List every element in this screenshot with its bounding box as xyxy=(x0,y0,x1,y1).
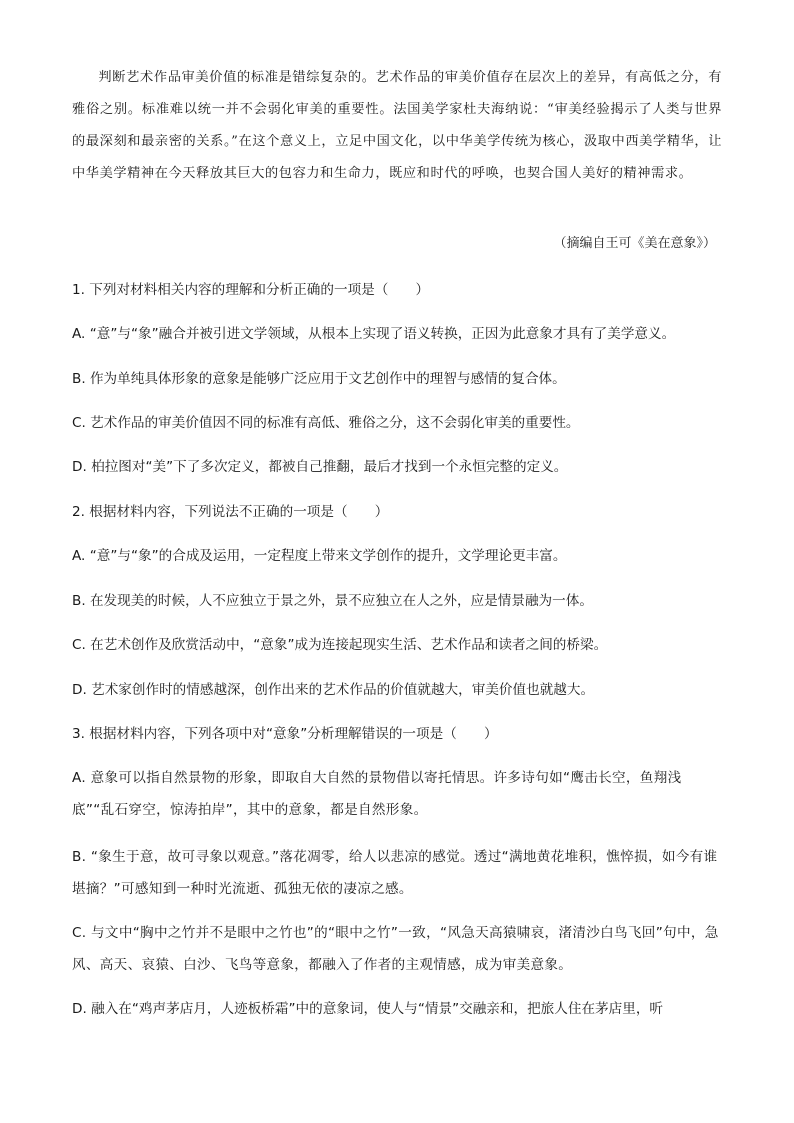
passage-source: （摘编自王可《美在意象》） xyxy=(553,236,716,251)
question-1-option-d: D. 柏拉图对“美”下了多次定义，都被自己推翻，最后才找到一个永恒完整的定义。 xyxy=(72,459,568,475)
question-3-stem: 3. 根据材料内容，下列各项中对“意象”分析理解错误的一项是（ ） xyxy=(72,726,498,742)
question-1-option-b: B. 作为单纯具体形象的意象是能够广泛应用于文艺创作中的理智与感情的复合体。 xyxy=(72,371,566,387)
question-2-stem: 2. 根据材料内容，下列说法不正确的一项是（ ） xyxy=(72,504,389,520)
question-3-option-a: A. 意象可以指自然景物的形象，即取自大自然的景物借以寄托情思。许多诗句如“鹰击长空，鱼翔浅底”“乱石穿空，惊涛拍岸”，其中的意象，都是自然形象。 xyxy=(72,770,682,818)
passage-paragraph: 判断艺术作品审美价值的标准是错综复杂的。艺术作品的审美价值存在层次上的差异，有高低之分，有雅俗之别。标准难以统一并不会弱化审美的重要性。法国美学家杜夫海纳说：“审美经验揭示了人类与世界的最深刻和最亲密的关系。”在这个意义上，立足中国文化，以中华美学传统为核心，汲取中西美学精华，让中华美学精神在今天释放其巨大的包容力和生命力，既应和时代的呼唤，也契合国人美好的精神需求。 xyxy=(72,70,722,181)
question-2-option-c: C. 在艺术创作及欣赏活动中，“意象”成为连接起现实生活、艺术作品和读者之间的桥梁。 xyxy=(72,637,608,653)
question-2-option-d: D. 艺术家创作时的情感越深，创作出来的艺术作品的价值就越大，审美价值也就越大。 xyxy=(72,682,595,698)
question-1-option-a: A. “意”与“象”融合并被引进文学领域，从根本上实现了语义转换，正因为此意象才具有了美学意义。 xyxy=(72,326,676,342)
question-3-option-b: B. “象生于意，故可寻象以观意。”落花凋零，给人以悲凉的感觉。透过“满地黄花堆积，憔悴损，如今有谁堪摘？”可感知到一种时光流逝、孤独无依的凄凉之感。 xyxy=(72,849,718,897)
question-2-option-a: A. “意”与“象”的合成及运用，一定程度上带来文学创作的提升，文学理论更丰富。 xyxy=(72,548,567,564)
question-3-option-d: D. 融入在“鸡声茅店月，人迹板桥霜”中的意象词，使人与“情景”交融亲和，把旅人住在茅店里，听 xyxy=(72,1001,664,1017)
question-2-option-b: B. 在发现美的时候，人不应独立于景之外，景不应独立在人之外，应是情景融为一体。 xyxy=(72,593,593,609)
question-1-stem: 1. 下列对材料相关内容的理解和分析正确的一项是（ ） xyxy=(72,282,430,298)
question-3-option-c: C. 与文中“胸中之竹并不是眼中之竹也”的“眼中之竹”一致，“风急天高猿啸哀，渚清沙白鸟飞回”句中，急风、高天、哀猿、白沙、飞鸟等意象，都融入了作者的主观情感，成为审美意象。 xyxy=(72,925,719,973)
question-1-option-c: C. 艺术作品的审美价值因不同的标准有高低、雅俗之分，这不会弱化审美的重要性。 xyxy=(72,415,580,431)
